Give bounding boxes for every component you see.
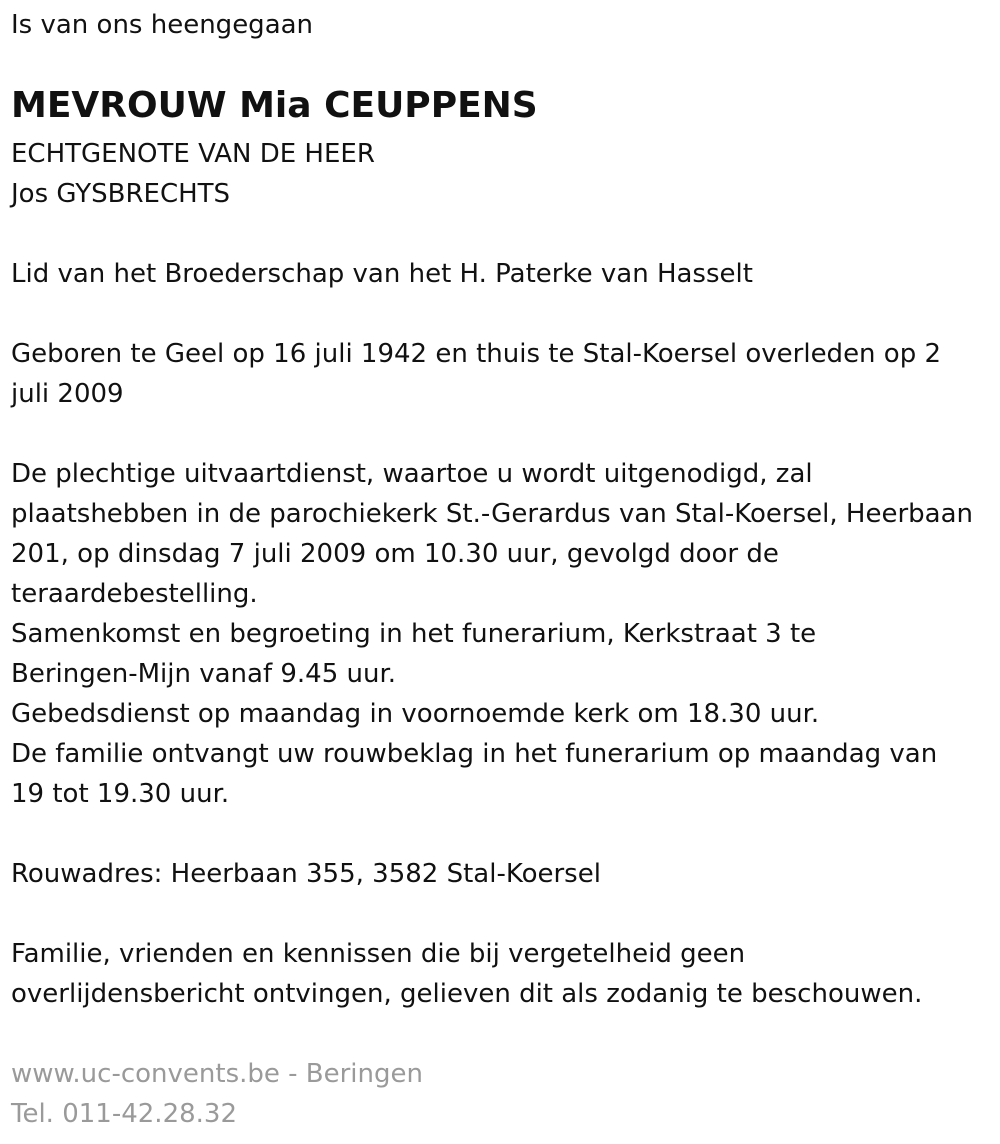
funeral-home-phone: Tel. 011-42.28.32 — [11, 1099, 238, 1129]
service-line: 201, op dinsdag 7 juli 2009 om 10.30 uur, gevolgd door de — [11, 539, 779, 569]
spouse-block — [11, 134, 375, 214]
gathering-line: Beringen-Mijn vanaf 9.45 uur. — [11, 659, 397, 689]
intro-text: Is van ons heengegaan — [11, 10, 314, 40]
funeral-home-website: www.uc-convents.be - Beringen — [11, 1059, 423, 1089]
membership-block — [11, 254, 753, 294]
birth-death-line-2: juli 2009 — [11, 379, 124, 409]
condolence-line: 19 tot 19.30 uur. — [11, 779, 230, 809]
service-line: plaatshebben in de parochiekerk St.-Gerardus van Stal-Koersel, Heerbaan — [11, 499, 973, 529]
closing-note-line-2: overlijdensbericht ontvingen, gelieven dit als zodanig te beschouwen. — [11, 979, 923, 1009]
prayer-service-line: Gebedsdienst op maandag in voornoemde kerk om 18.30 uur. — [11, 699, 820, 729]
deceased-name: MEVROUW Mia CEUPPENS — [11, 85, 538, 126]
mourning-address: Rouwadres: Heerbaan 355, 3582 Stal-Koersel — [11, 859, 601, 889]
mourning-address-block — [11, 854, 601, 894]
spouse-name: Jos GYSBRECHTS — [11, 179, 231, 209]
service-line: De plechtige uitvaartdienst, waartoe u wordt uitgenodigd, zal — [11, 459, 813, 489]
service-details-block — [11, 454, 973, 814]
spouse-title: ECHTGENOTE VAN DE HEER — [11, 139, 375, 169]
condolence-line: De familie ontvangt uw rouwbeklag in het funerarium op maandag van — [11, 739, 938, 769]
closing-note-block — [11, 934, 922, 1014]
funeral-home-footer — [11, 1054, 423, 1134]
birth-death-block — [11, 334, 941, 414]
birth-death-line-1: Geboren te Geel op 16 juli 1942 en thuis te Stal-Koersel overleden op 2 — [11, 339, 942, 369]
gathering-line: Samenkomst en begroeting in het funerarium, Kerkstraat 3 te — [11, 619, 817, 649]
service-line: teraardebestelling. — [11, 579, 258, 609]
closing-note-line-1: Familie, vrienden en kennissen die bij vergetelheid geen — [11, 939, 746, 969]
membership-text: Lid van het Broederschap van het H. Paterke van Hasselt — [11, 259, 753, 289]
